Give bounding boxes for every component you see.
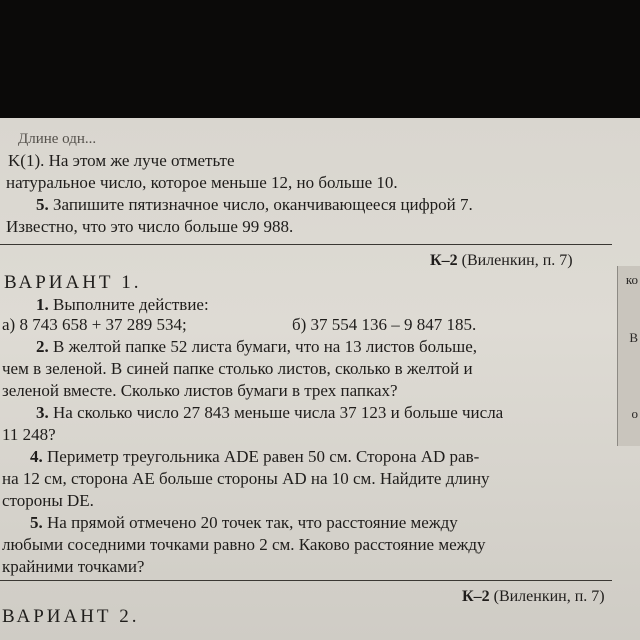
prev-line-1: K(1). На этом же луче отметьте (8, 151, 235, 170)
variant-1-title: ВАРИАНТ 1. (4, 272, 142, 293)
test-header-2 (462, 588, 605, 606)
task-text: Запишите пятизначное число, оканчивающееся цифрой 7. (53, 195, 473, 214)
task-5 (30, 514, 458, 532)
task-text: На прямой отмечено 20 точек так, что расстояние между (47, 513, 458, 532)
task-3-line-2: 11 248? (2, 425, 56, 444)
prev-line-2: натуральное число, которое меньше 12, но больше 10. (6, 173, 398, 192)
side-fragment: ко (625, 272, 638, 287)
task-4-line-3: стороны DE. (2, 491, 94, 510)
divider-line (0, 580, 612, 581)
test-code: К–2 (430, 252, 458, 269)
task-number: 3. (36, 403, 49, 422)
task-1 (36, 296, 209, 314)
side-fragment: о (631, 406, 638, 421)
task-text: Выполните действие: (53, 295, 209, 314)
textbook-page (0, 118, 640, 640)
task-4 (30, 448, 479, 466)
task-5-line-2: любыми соседними точками равно 2 см. Каково расстояние между (2, 535, 486, 554)
task-text: В желтой папке 52 листа бумаги, что на 13 листов больше, (53, 337, 477, 356)
task-number: 2. (36, 337, 49, 356)
task-4-line-2: на 12 см, сторона AE больше стороны AD на 10 см. Найдите длину (2, 469, 490, 488)
task-number: 5. (30, 513, 43, 532)
test-source: (Виленкин, п. 7) (461, 252, 573, 269)
task-2 (36, 338, 477, 356)
task-text: На сколько число 27 843 меньше числа 37 123 и больше числа (53, 403, 504, 422)
side-fragment: В (629, 330, 638, 345)
task-5-line-3: крайними точками? (2, 557, 145, 576)
variant-2-title: ВАРИАНТ 2. (2, 606, 140, 627)
task-number: 5. (36, 195, 49, 214)
task-text: Периметр треугольника ADE равен 50 см. Сторона AD рав- (47, 447, 480, 466)
test-header (430, 252, 573, 270)
test-code: К–2 (462, 588, 490, 605)
task-2-line-2: чем в зеленой. В синей папке столько листов, сколько в желтой и (2, 359, 473, 378)
prev-task-5 (36, 196, 473, 214)
task-number: 1. (36, 295, 49, 314)
task-1-part-b: б) 37 554 136 – 9 847 185. (292, 315, 477, 334)
adjacent-page-edge (617, 266, 640, 446)
task-number: 4. (30, 447, 43, 466)
prev-task-5-cont: Известно, что это число больше 99 988. (6, 217, 294, 236)
partial-line: Длине одн... (18, 131, 97, 147)
task-3 (36, 404, 503, 422)
task-1-part-a: а) 8 743 658 + 37 289 534; (2, 315, 187, 334)
divider-line (0, 244, 612, 245)
test-source: (Виленкин, п. 7) (493, 588, 605, 605)
task-2-line-3: зеленой вместе. Сколько листов бумаги в трех папках? (2, 381, 398, 400)
